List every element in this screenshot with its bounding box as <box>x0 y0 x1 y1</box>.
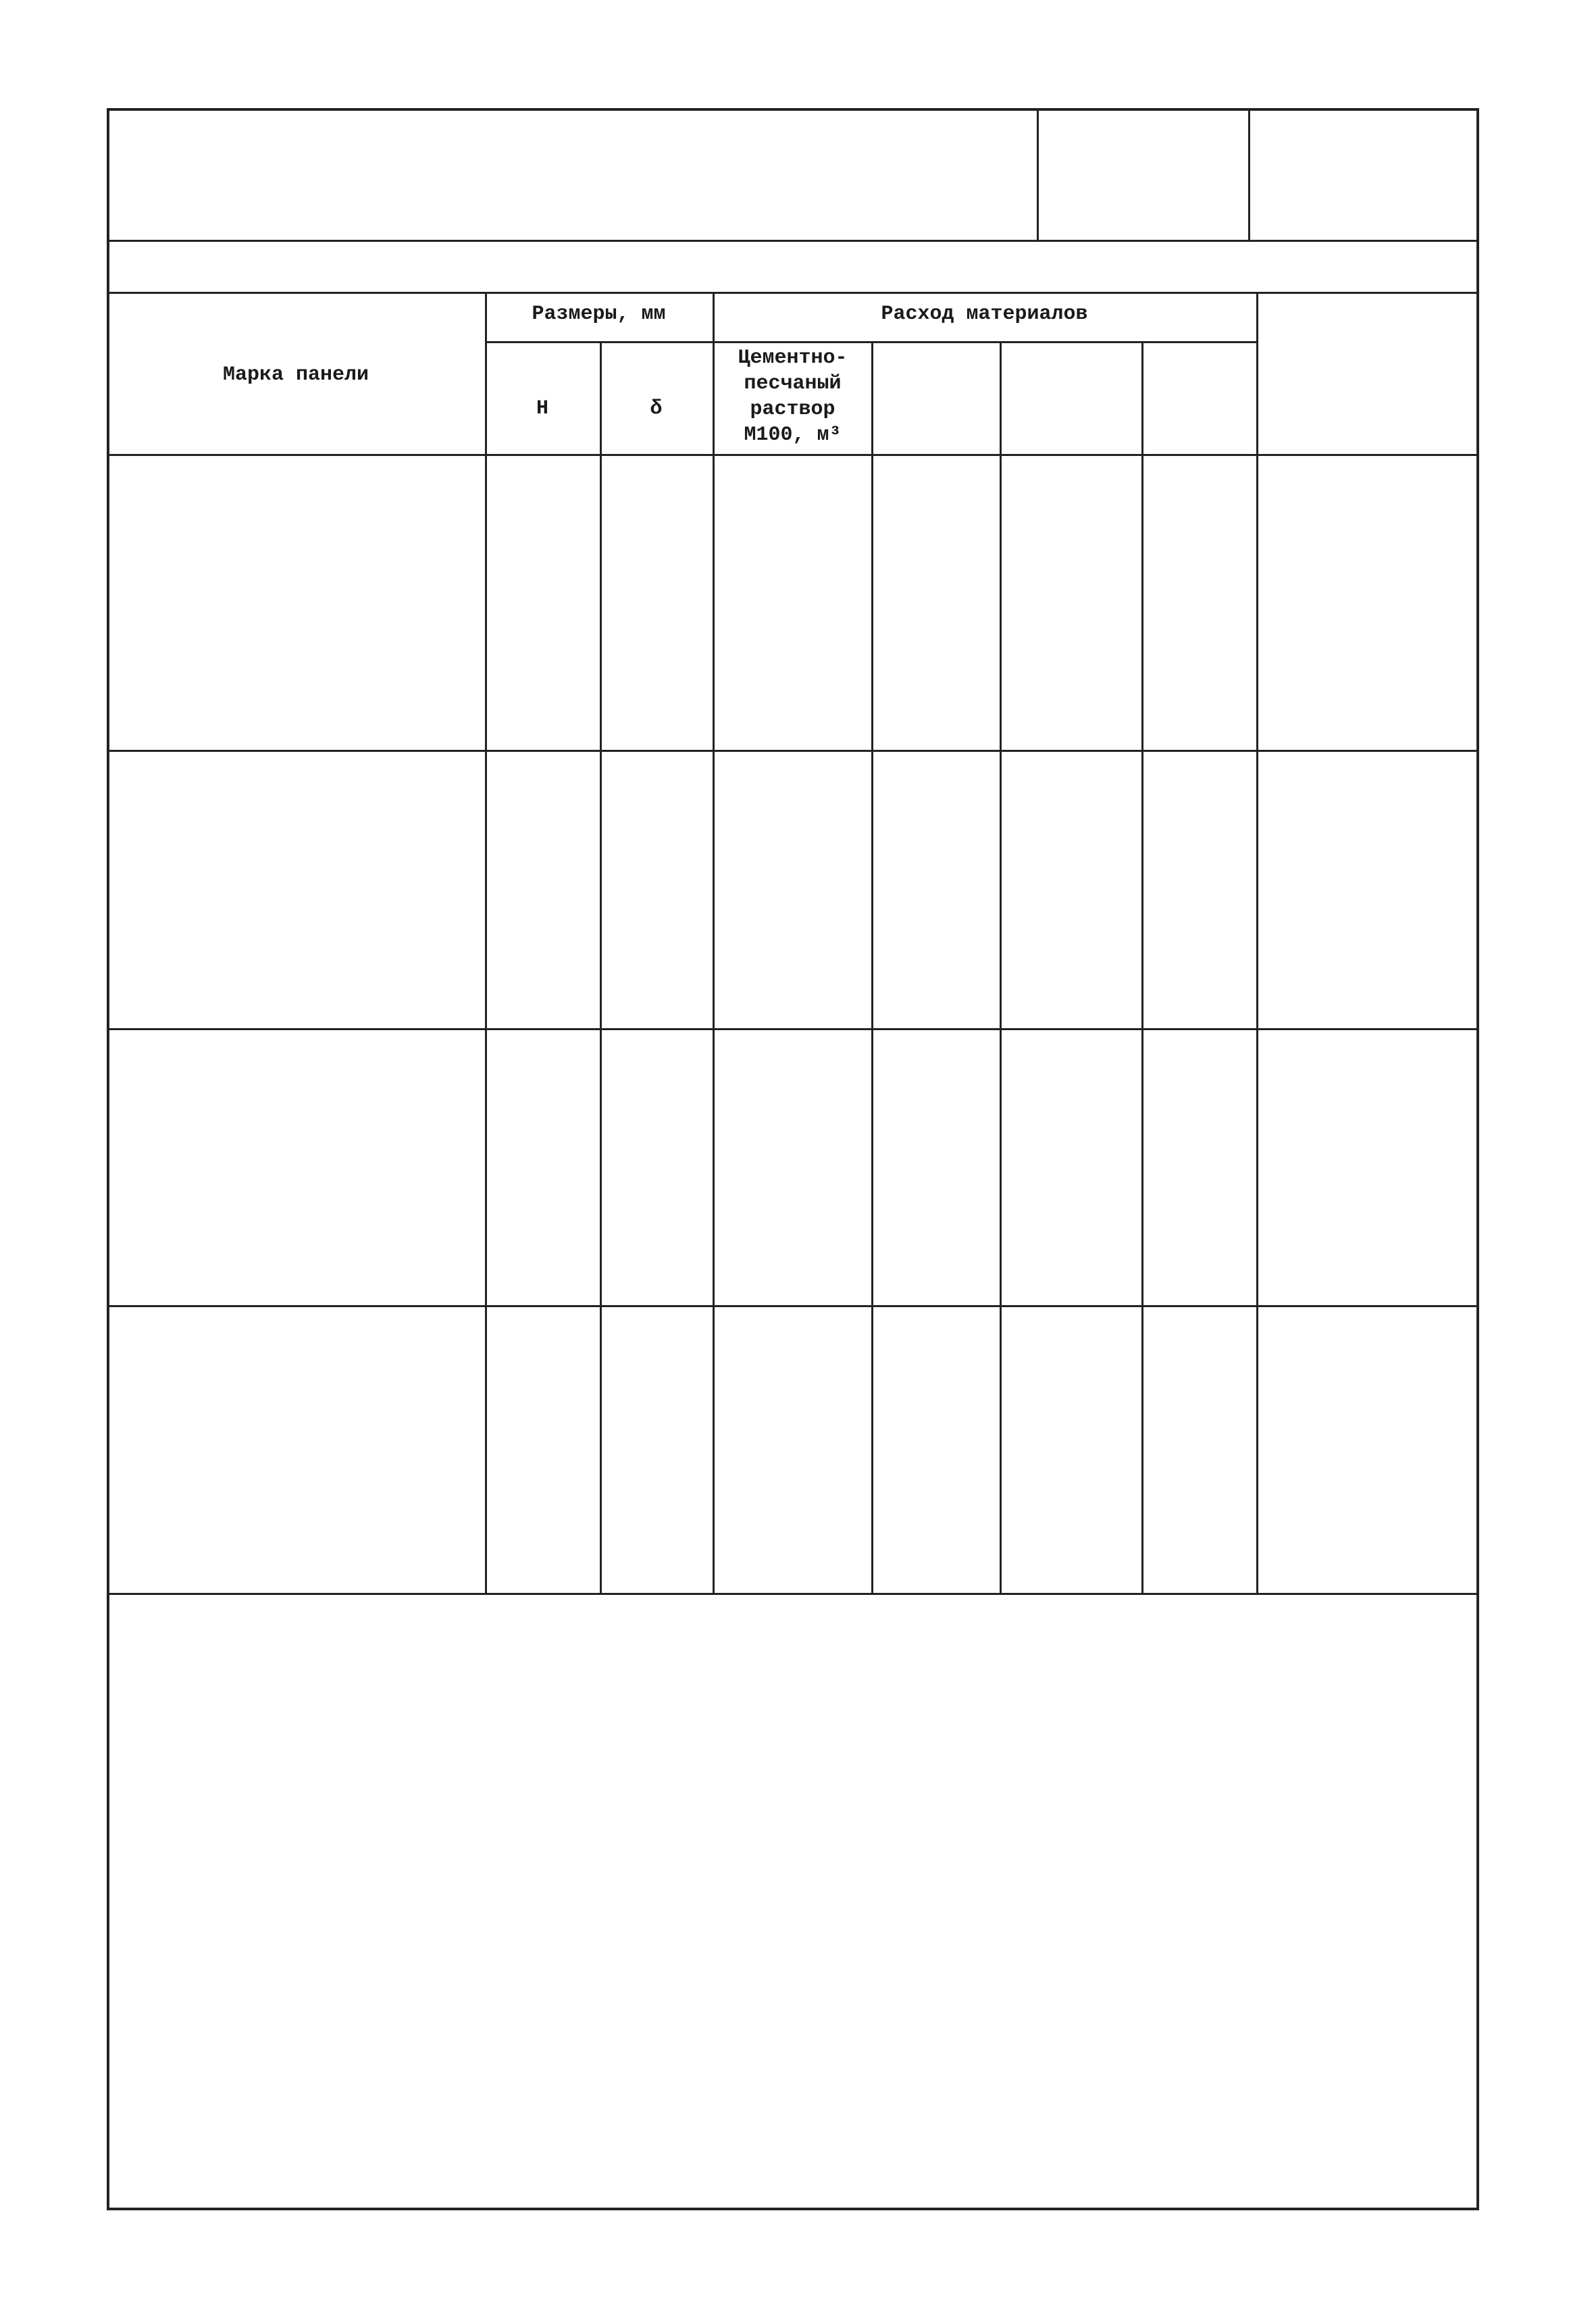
table-vline <box>600 341 602 1593</box>
table-hline <box>107 1028 1479 1030</box>
header-mark: Марка панели <box>222 363 369 386</box>
table-hline <box>485 341 713 343</box>
table-hline <box>107 292 1479 294</box>
table-vline <box>871 341 873 1593</box>
table-vline <box>1000 341 1002 1593</box>
title-divider <box>1248 108 1250 240</box>
header-cement: М100, м³ <box>744 424 842 447</box>
header-cement: раствор <box>750 398 835 421</box>
table-vline <box>1256 292 1258 1593</box>
header-cement: песчаный <box>744 372 842 395</box>
header-dimensions: Размеры, мм <box>532 303 666 326</box>
table-hline <box>107 454 1479 456</box>
table-vline <box>713 292 715 1593</box>
header-cement: Цементно- <box>738 347 848 370</box>
table-hline <box>107 1593 1479 1595</box>
table-hline <box>713 341 1256 343</box>
title-bottom-rule <box>107 240 1479 242</box>
table-hline <box>107 750 1479 752</box>
header-materials: Расход материалов <box>881 303 1088 326</box>
table-vline <box>1141 341 1143 1593</box>
header-h: Н <box>536 397 548 420</box>
header-b: δ <box>650 397 663 420</box>
table-hline <box>107 1305 1479 1307</box>
title-divider <box>1037 108 1039 240</box>
table-vline <box>485 292 487 1593</box>
